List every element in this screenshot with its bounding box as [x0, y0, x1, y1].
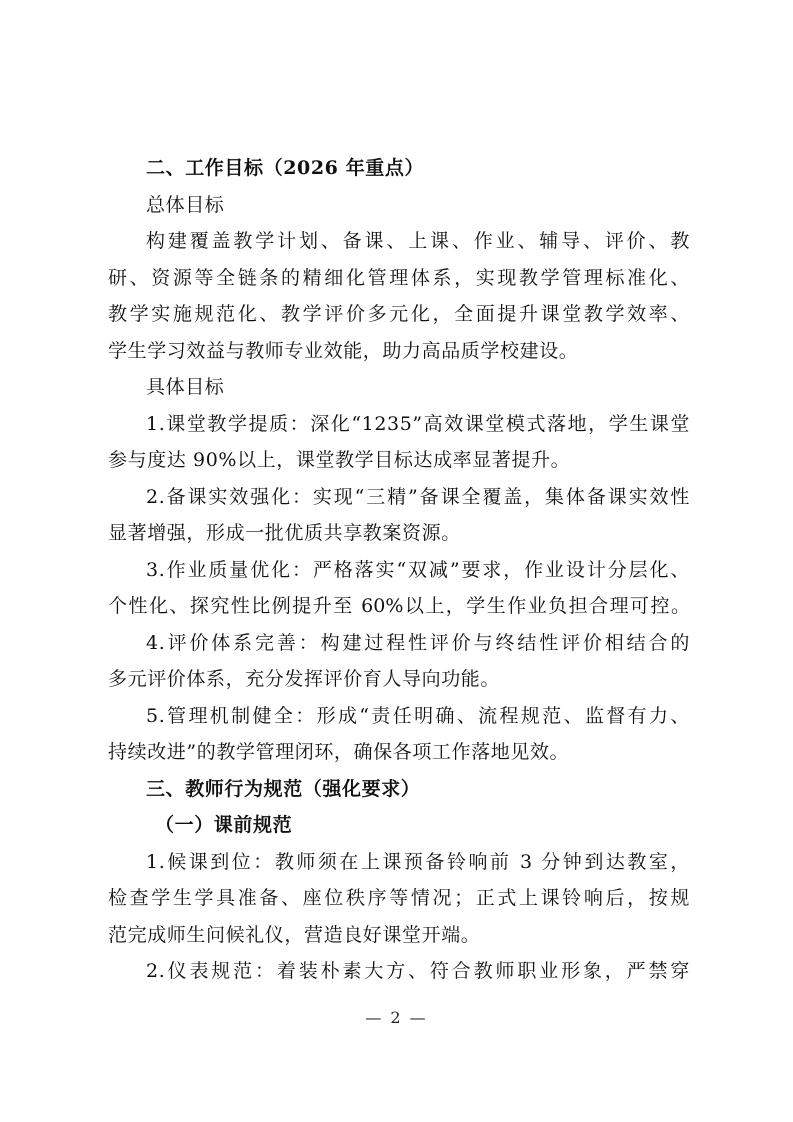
- paragraph-line: 显著增强，形成一批优质共享教案资源。: [108, 522, 461, 544]
- paragraph-line: 个性化、探究性比例提升至 60%以上，学生作业负担合理可控。: [108, 595, 690, 617]
- paragraph-line: 构建覆盖教学计划、备课、上课、作业、辅导、评价、教: [146, 230, 690, 252]
- goal-item-4: 4.评价体系完善：构建过程性评价与终结性评价相结合的: [146, 631, 690, 654]
- subheading-specific-goals: 具体目标: [146, 376, 225, 398]
- paragraph-line: 持续改进”的教学管理闭环，确保各项工作落地见效。: [108, 741, 570, 763]
- document-body: [108, 150, 690, 990]
- section-heading-work-goals: 二、工作目标（2026 年重点）: [146, 157, 425, 179]
- goal-item-2: 2.备课实效强化：实现“三精”备课全覆盖，集体备课实效性: [146, 485, 690, 508]
- goal-item-3: 3.作业质量优化：严格落实“双减”要求，作业设计分层化、: [146, 558, 690, 581]
- rule-item-2: 2.仪表规范：着装朴素大方、符合教师职业形象，严禁穿: [146, 960, 690, 982]
- section-heading-teacher-conduct: 三、教师行为规范（强化要求）: [146, 777, 421, 800]
- paragraph-line: 范完成师生问候礼仪，营造良好课堂开端。: [108, 923, 481, 946]
- paragraph-line: 多元评价体系，充分发挥评价育人导向功能。: [108, 668, 501, 690]
- goal-item-1: 1.课堂教学提质：深化“1235”高效课堂模式落地，学生课堂: [146, 412, 690, 435]
- paragraph-line: 检查学生学具准备、座位秩序等情况；正式上课铃响后，按规: [108, 887, 690, 909]
- paragraph-line: 教学实施规范化、教学评价多元化，全面提升课堂教学效率、: [108, 303, 690, 325]
- subheading-overall-goal: 总体目标: [146, 193, 225, 216]
- subsection-heading-pre-class: （一）课前规范: [155, 814, 293, 836]
- paragraph-line: 学生学习效益与教师专业效能，助力高品质学校建设。: [108, 339, 579, 362]
- rule-item-1: 1.候课到位：教师须在上课预备铃响前 3 分钟到达教室，: [146, 850, 690, 873]
- paragraph-line: 研、资源等全链条的精细化管理体系，实现教学管理标准化、: [108, 266, 690, 289]
- paragraph-line: 参与度达 90%以上，课堂教学目标达成率显著提升。: [108, 449, 571, 471]
- goal-item-5: 5.管理机制健全：形成“责任明确、流程规范、监督有力、: [146, 704, 690, 727]
- page-number: — 2 —: [365, 1008, 428, 1027]
